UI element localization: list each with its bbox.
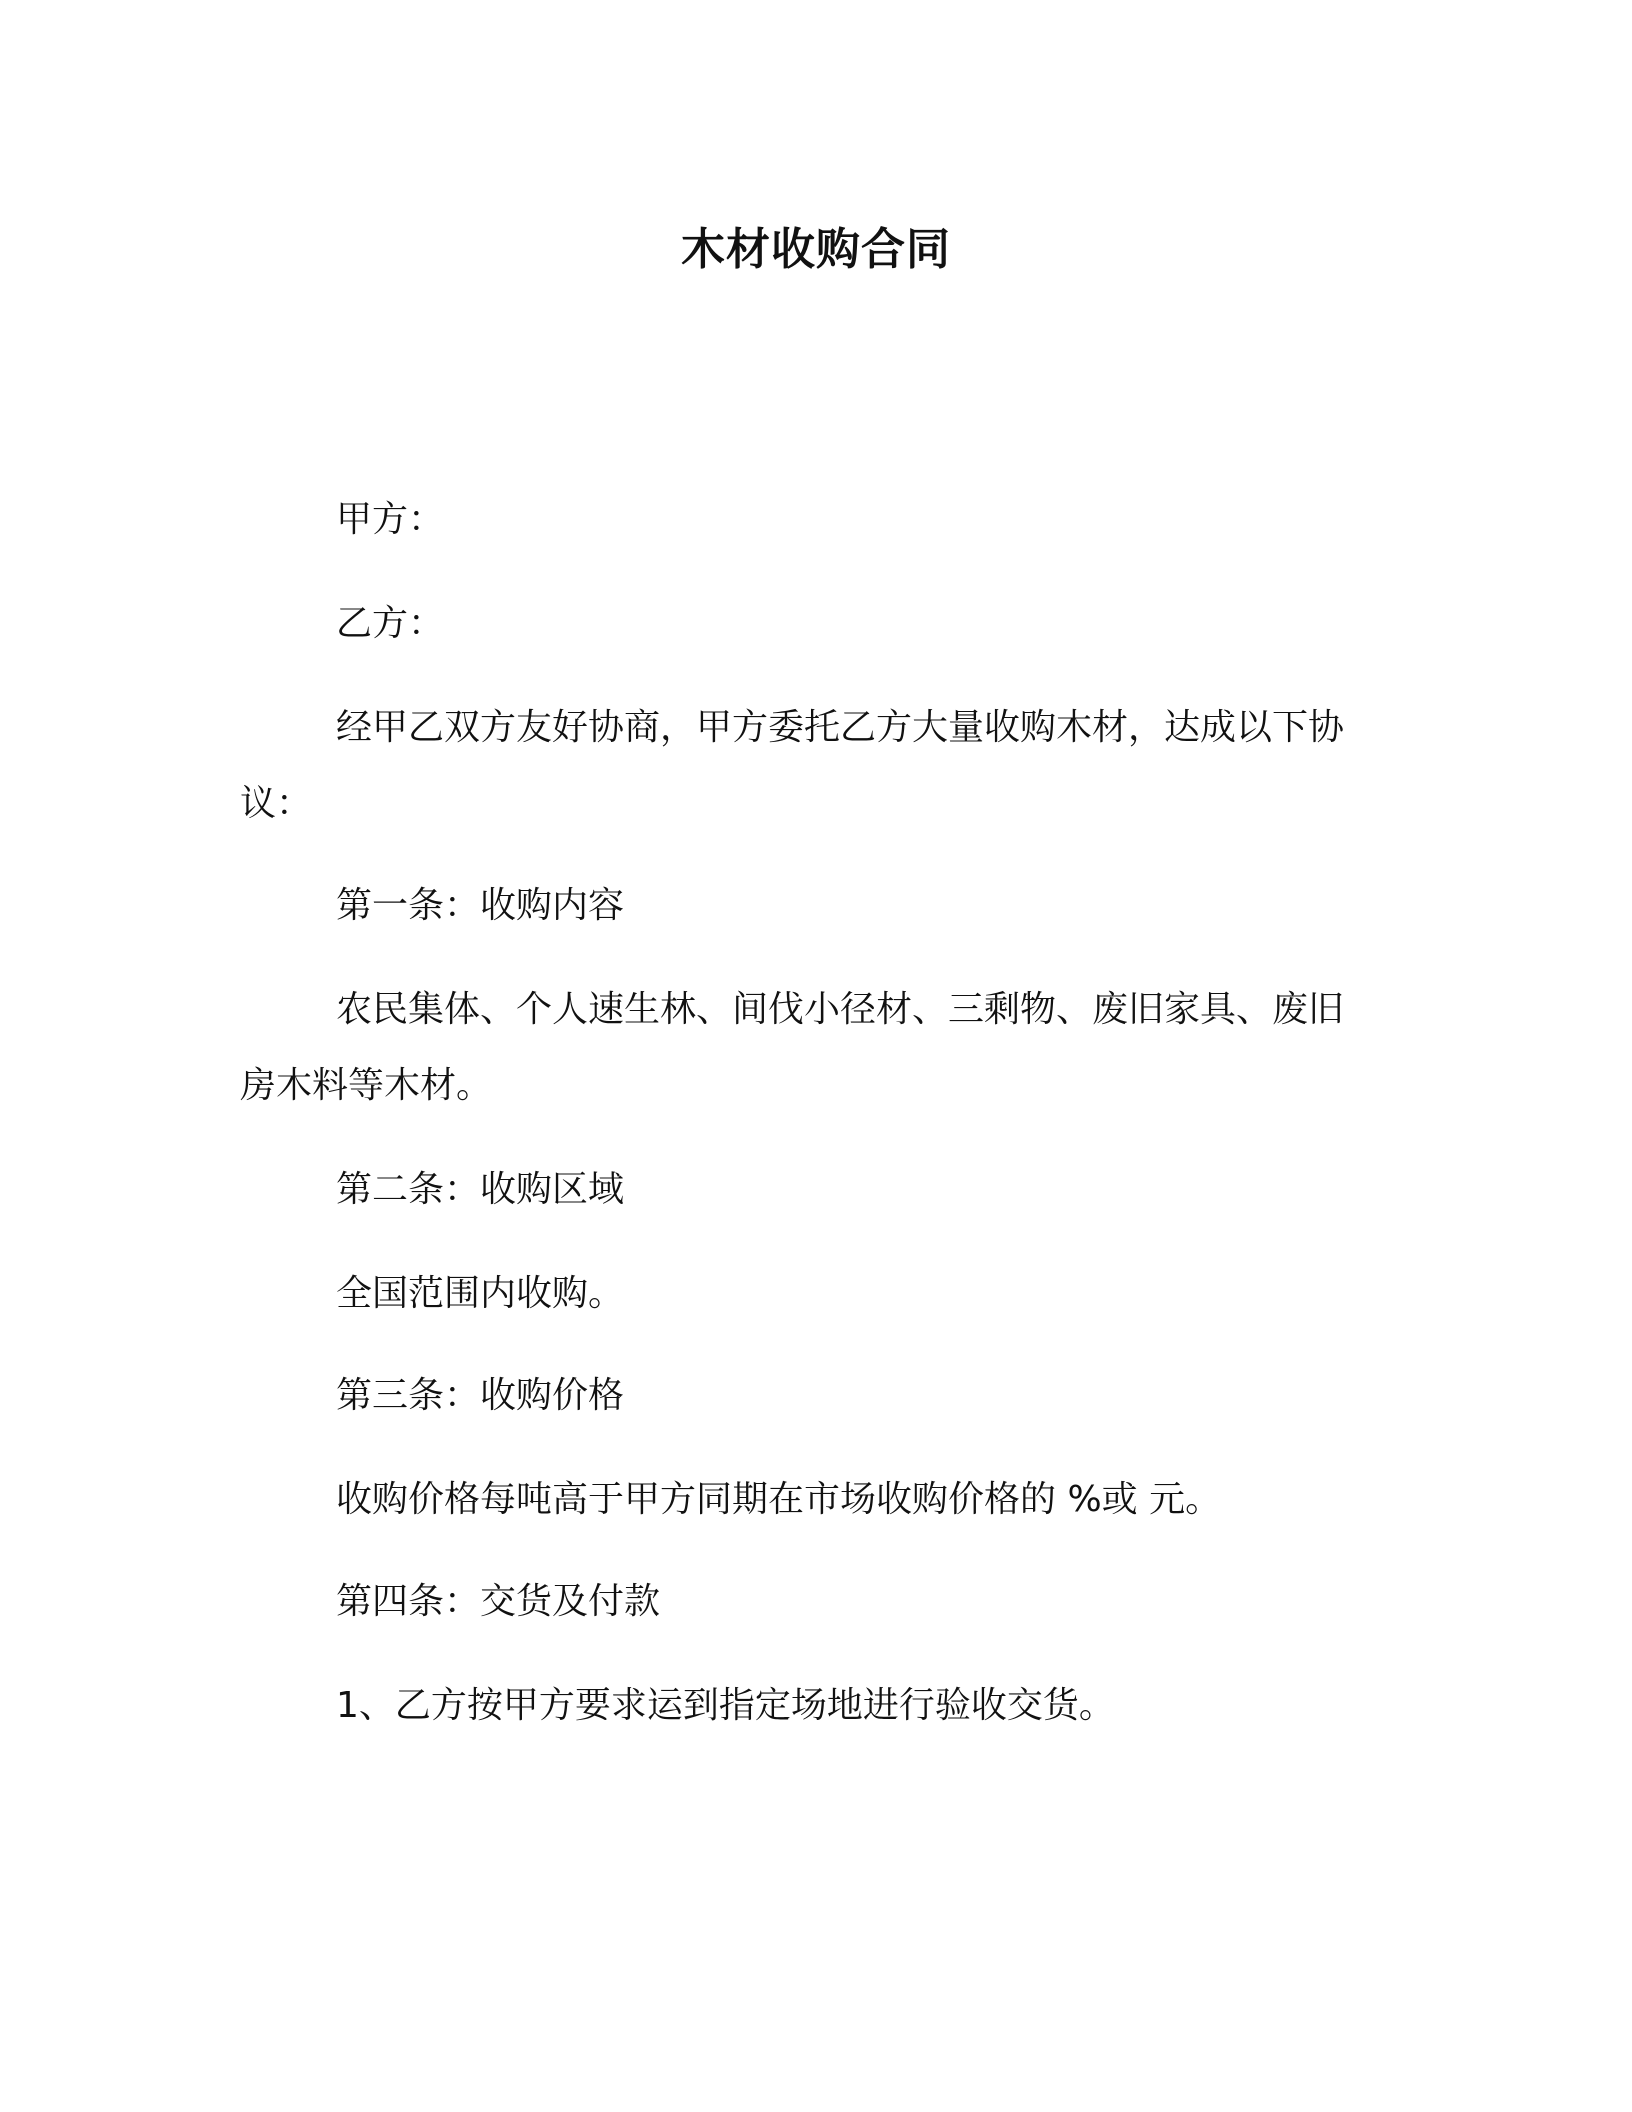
article-4-item-1: 1、乙方按甲方要求运到指定场地进行验收交货。 <box>336 1685 1115 1726</box>
intro-paragraph-line-1: 经甲乙双方友好协商，甲方委托乙方大量收购木材，达成以下协 <box>336 707 1345 748</box>
intro-paragraph-line-2: 议： <box>240 783 313 824</box>
article-1-heading: 第一条：收购内容 <box>336 885 625 926</box>
article-4-heading: 第四条：交货及付款 <box>336 1581 661 1622</box>
article-2-body: 全国范围内收购。 <box>336 1273 625 1314</box>
article-2-heading: 第二条：收购区域 <box>336 1169 625 1210</box>
party-a-label: 甲方： <box>336 499 445 540</box>
article-1-body-line-1: 农民集体、个人速生林、间伐小径材、三剩物、废旧家具、废旧 <box>336 989 1345 1030</box>
document-title: 木材收购合同 <box>681 224 951 275</box>
article-3-heading: 第三条：收购价格 <box>336 1375 625 1416</box>
article-3-body: 收购价格每吨高于甲方同期在市场收购价格的 %或 元。 <box>336 1479 1222 1520</box>
party-b-label: 乙方： <box>336 603 445 644</box>
article-1-body-line-2: 房木料等木材。 <box>240 1065 493 1106</box>
